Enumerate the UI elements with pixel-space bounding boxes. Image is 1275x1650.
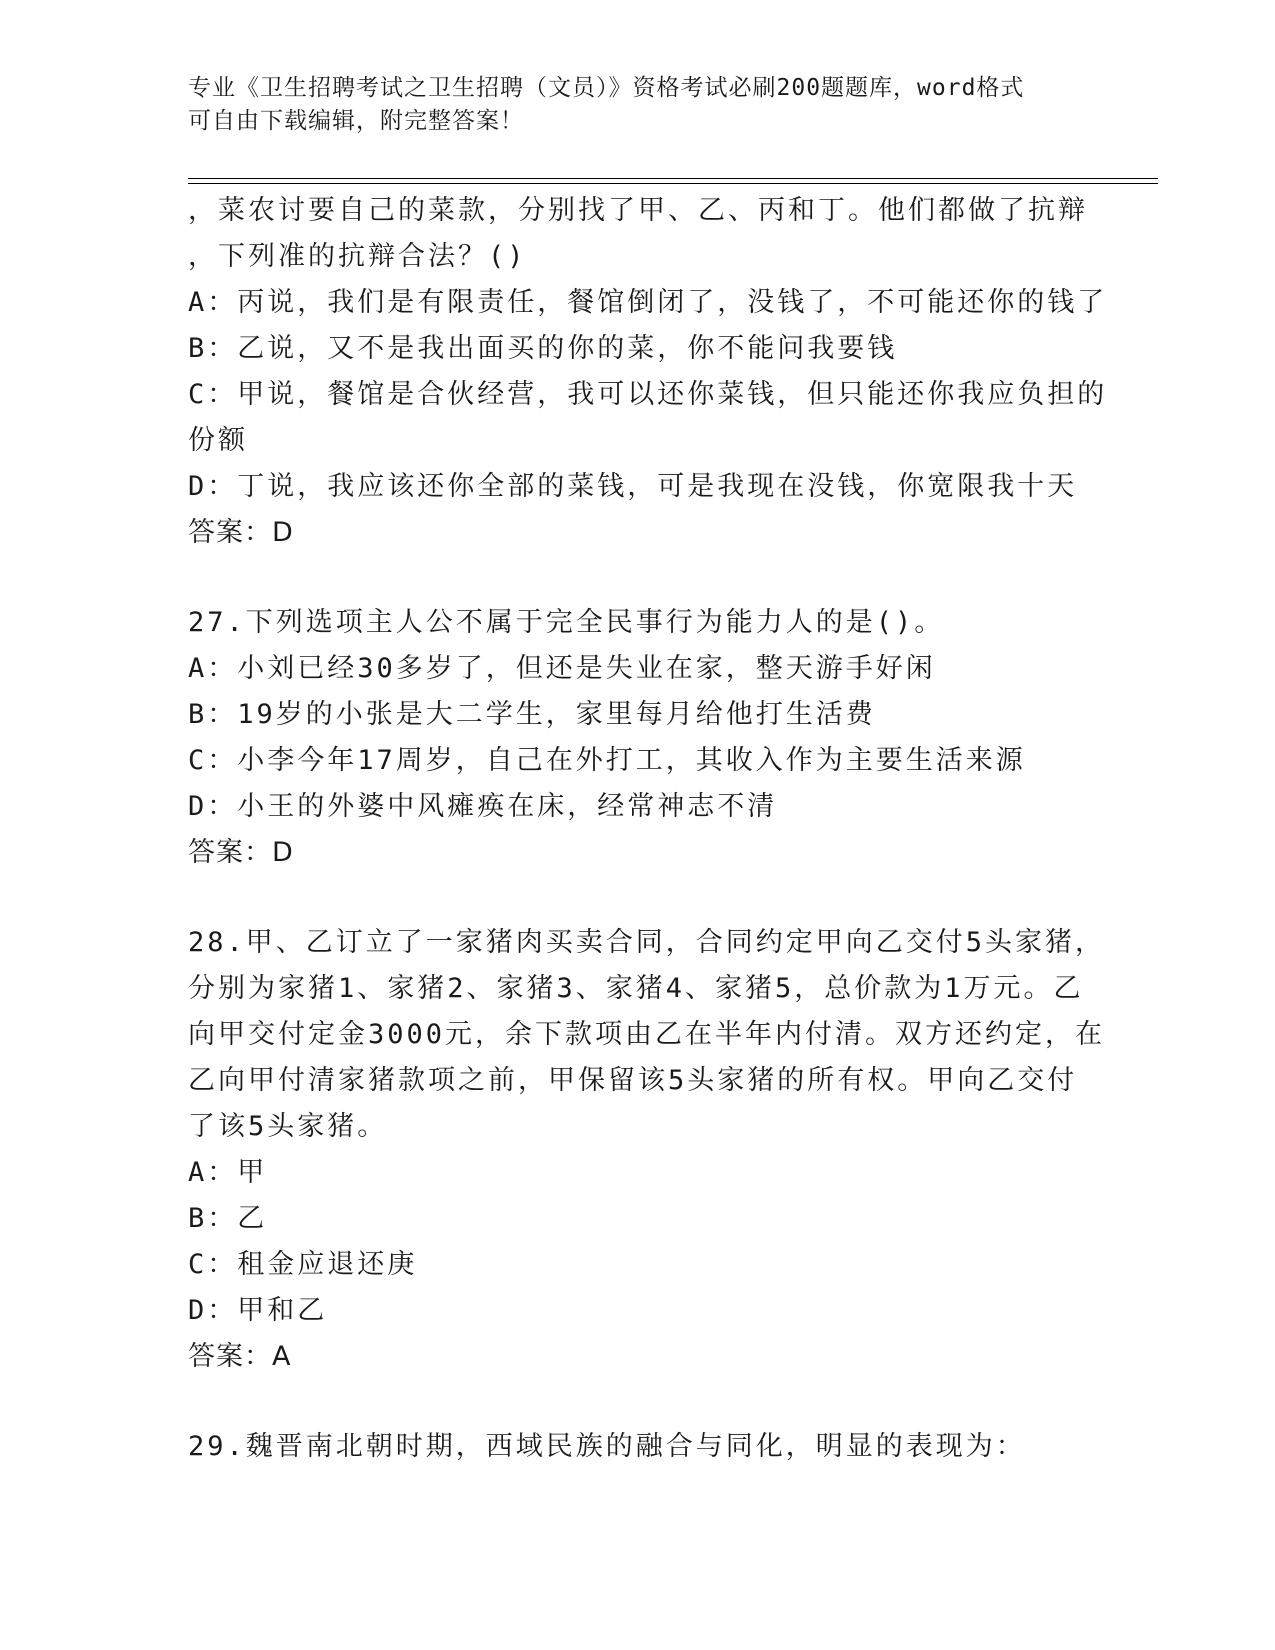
question-text: 29.魏晋南北朝时期，西域民族的融合与同化，明显的表现为： [188, 1431, 1026, 1462]
spacer [188, 556, 1088, 600]
answer: 答案：D [188, 517, 294, 548]
question-28 [188, 920, 1106, 1380]
option-d: D：甲和乙 [188, 1295, 328, 1326]
option-b: B：乙说，又不是我出面买的你的菜，你不能问我要钱 [188, 333, 898, 364]
question-29 [188, 1424, 1088, 1470]
document-body [188, 188, 1108, 1470]
option-c: C：小李今年17周岁，自己在外打工，其收入作为主要生活来源 [188, 745, 1026, 776]
spacer [188, 876, 1088, 920]
option-b: B：19岁的小张是大二学生，家里每月给他打生活费 [188, 699, 876, 730]
header-divider-bottom [188, 183, 1158, 184]
option-b: B：乙 [188, 1203, 268, 1234]
option-a: A：甲 [188, 1157, 268, 1188]
question-text: 向甲交付定金3000元，余下款项由乙在半年内付清。双方还约定，在 [188, 1019, 1106, 1050]
option-d: D：丁说，我应该还你全部的菜钱，可是我现在没钱，你宽限我十天 [188, 471, 1078, 502]
option-a: A：小刘已经30多岁了，但还是失业在家，整天游手好闲 [188, 653, 936, 684]
question-text: ，菜农讨要自己的菜款，分别找了甲、乙、丙和丁。他们都做了抗辩 [188, 195, 1088, 226]
spacer [188, 1380, 1088, 1424]
option-d: D：小王的外婆中风瘫痪在床，经常神志不清 [188, 791, 778, 822]
document-header [188, 72, 1088, 138]
header-line-2: 可自由下载编辑，附完整答案！ [188, 108, 524, 134]
header-divider-top [188, 178, 1158, 179]
option-c: C：租金应退还庚 [188, 1249, 418, 1280]
question-text: 乙向甲付清家猪款项之前，甲保留该5头家猪的所有权。甲向乙交付 [188, 1065, 1078, 1096]
answer: 答案：D [188, 837, 294, 868]
option-a: A：丙说，我们是有限责任，餐馆倒闭了，没钱了，不可能还你的钱了 [188, 287, 1108, 318]
question-27 [188, 600, 1088, 876]
answer: 答案：A [188, 1341, 292, 1372]
question-text: 28.甲、乙订立了一家猪肉买卖合同，合同约定甲向乙交付5头家猪， [188, 927, 1106, 958]
question-26 [188, 188, 1108, 556]
option-c-continued: 份额 [188, 425, 248, 456]
header-line-1: 专业《卫生招聘考试之卫生招聘（文员）》资格考试必刷200题题库，word格式 [188, 75, 1025, 101]
question-text: 分别为家猪1、家猪2、家猪3、家猪4、家猪5，总价款为1万元。乙 [188, 973, 1084, 1004]
question-text: ，下列准的抗辩合法？() [188, 241, 527, 272]
question-text: 27.下列选项主人公不属于完全民事行为能力人的是()。 [188, 607, 945, 638]
option-c: C：甲说，餐馆是合伙经营，我可以还你菜钱，但只能还你我应负担的 [188, 379, 1108, 410]
question-text: 了该5头家猪。 [188, 1111, 388, 1142]
